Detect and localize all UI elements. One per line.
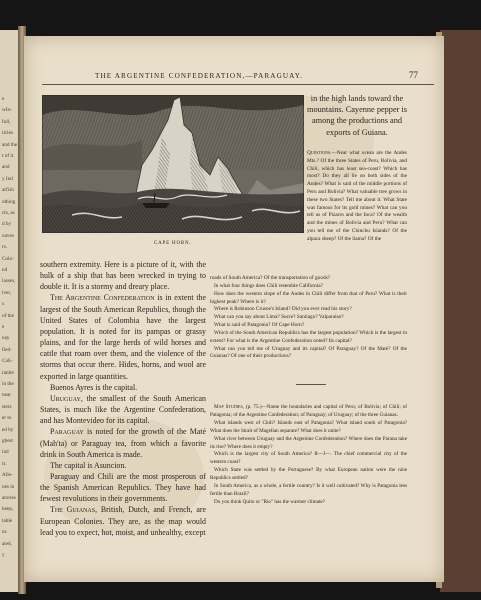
map-studies-heading: Map Studies, (214, 404, 245, 410)
facing-page-fragment: cts, as (2, 210, 15, 216)
facing-page-fragment: gbest (2, 438, 13, 444)
facing-page-fragment: Colo- (2, 255, 14, 262)
facing-page-fragment: rs. (2, 244, 8, 251)
facing-page-fragment: oaves (2, 232, 14, 239)
facing-page-fragment: table (2, 517, 13, 524)
question-line: What is said of Patagonia? Of Cape Horn? (214, 322, 305, 329)
facing-page-fragment: nd (2, 267, 8, 273)
paragraph-text: , the smallest of the South American States, is much like the Argentine Confederation, and has Montevideo for its capital. (40, 393, 206, 426)
facing-page-fragment: fied- (2, 346, 12, 353)
paragraph-text: The capital is Asuncion. (50, 460, 127, 470)
paragraph-lead: The Guianas (50, 505, 96, 515)
facing-page-fragment: full, (2, 118, 11, 125)
facing-page-fragment: heep, (2, 506, 14, 513)
map-studies-text: (p. 75.)—Name the boundaries and capital of Peru; of Bolivia; of Chili; of Patagonia; of the Argentine Confederation; of Paraguay; of Uruguay; of the three Guianas. (210, 404, 408, 418)
paragraph-text: Paraguay and Chili are the most prosperous of the Spanish American Republics. They have had fewest revolutions in their governments. (40, 471, 206, 504)
facing-page-fragment: s (2, 301, 5, 308)
map-studies-text: What islands west of Chili? Islands east of Patagonia? What island south of Patagonia? What does the Strait of Magellan separate? What does it unite? (210, 419, 407, 434)
book-cover-edge (440, 30, 481, 592)
facing-page-fragment: ated, (2, 540, 12, 547)
question-line: How does the western slope of the Andes in Chili differ from that of Peru? What is their highest peak? Where is it? (210, 290, 407, 305)
facing-page-fragment: in the (2, 381, 14, 387)
facing-page-fragment: y Ind (2, 175, 13, 182)
facing-page-fragment: nay (2, 335, 10, 342)
running-title: THE ARGENTINE CONFEDERATION,—PARAGUAY. (95, 72, 304, 80)
facing-page-fragment: ind (2, 449, 9, 456)
map-studies-text: Do you think Quito or "Rio" has the warmer climate? (214, 498, 325, 505)
facing-page-fragment: wIn- (2, 107, 12, 114)
facing-page-fragment: sters (2, 403, 12, 410)
header-rule (42, 84, 434, 85)
facing-page-fragment: t of it. (2, 153, 15, 159)
facing-page-fragment: e (2, 96, 5, 102)
facing-page-fragment: d by (2, 221, 12, 228)
lower-questions (210, 275, 407, 361)
paragraph-lead: The Argentine Confederation (50, 293, 155, 303)
facing-page-fragment: Alle- (2, 472, 13, 479)
facing-page-fragment: ed by (2, 426, 14, 433)
shipwreck-hulk (142, 203, 170, 208)
map-studies-text: In South America, as a whole, a fertile country? Is it well cultivated? Why is Patagonia less fertile than Brazil? (210, 483, 407, 497)
facing-page-fragment: nes in (2, 483, 15, 490)
question-line: roads of South America? Of the transportation of goods? (210, 275, 331, 281)
question-line: What can you say about Lima? Sucre? Santiago? Valparaiso? (214, 314, 344, 321)
paragraph-text: is noted for the growth of the Maté (Mah'ta) or Paraguay tea, from which a favorite drink in South America is made. (40, 427, 206, 459)
illustration-caption: CAPE HORN. (154, 241, 192, 246)
map-studies-text: Which State was settled by the Portuguese? By what European nation were the nine Republics settled? (210, 467, 407, 482)
section-divider (296, 384, 326, 385)
facing-page-fragment: neat (2, 392, 11, 399)
map-studies-text: What river between Uruguay and the Argentine Confederation? Where does the Parana take its rise? Where does it empty? (210, 435, 407, 450)
facing-page-fragment: Cali- (2, 358, 13, 365)
paragraph-text: southern extremity. Here is a picture of it, with the hulk of a ship that has been wrecked in trying to double it. It is a stormy and dreary place. (40, 260, 206, 292)
facing-page-fragment: ticles (2, 130, 13, 137)
facing-page-fragment: and (2, 164, 10, 171)
question-line: What can you tell me of Uruguay and its capital? Of Paraguay? Of the Maté? Of the Guianas? Of one of their productions? (210, 345, 407, 360)
questions-right-column (307, 150, 407, 244)
paragraph-text: , British, Dutch, and French, are European Colonies. They are, as the map would lead you to expect, hot, moist, and unhealthy, except (40, 505, 206, 537)
facing-page-fragment: of the (2, 312, 14, 319)
map-studies (210, 404, 407, 507)
questions-text: —Near what ocean are the Andes Mts.? Of the three States of Peru, Bolivia, and Chili, which has least sea-coast? Which has most? Do they all lie on both sides of the Andes? What is said of the middle portions of Peru and Bolivia? What valuable tree grows in these two States? Tell me about it. What State was famous for its gold mines? What can you tell us of Pizarro and the Inca? Of the wealth and the mines of Bolivia and Peru? What can you tell me of the Chinchu Islands? Of the alpaca sheep? Of the llama? Of the (307, 150, 407, 242)
questions-heading: Questions. (307, 150, 332, 156)
intro-text-right: in the high lands toward the mountains. Cayenne pepper is among the productions and exports of Guiana. (307, 94, 408, 137)
facing-page-fragment: arfish (2, 187, 14, 194)
map-studies-text: Which is the largest city of South America? R—J—. The chief commercial city of the western coast? (210, 451, 407, 466)
paragraph-lead: Uruguay (50, 393, 81, 403)
facing-page-fragment: ranite (2, 369, 14, 376)
facing-page-fragment: rt. (2, 460, 7, 467)
facing-page-fragment: y (2, 552, 5, 558)
facing-page-fragment: lasses, (2, 278, 16, 285)
facing-page-fragment: othing (2, 198, 16, 205)
facing-page-fragment: and the (2, 141, 18, 148)
paragraph-lead: Paraguay (50, 427, 84, 437)
main-text-column (40, 259, 206, 538)
cape-horn-engraving (42, 95, 304, 233)
facing-page-fragment: e (2, 324, 5, 330)
facing-page-fragment: atories (2, 495, 16, 501)
facing-page-fragment: ns (2, 529, 7, 536)
question-line: In what four things does Chili resemble California? (214, 282, 324, 289)
paragraph-text: is in extent the largest of the South American Republics, though the United States of Colombia have the largest population. It is noted for its pampas or grassy plains, and for the large herds of wild horses and cattle that roam over them, and the violence of the storms that occur there. Hides, horns, and wool are exported in large quantities. (40, 293, 206, 381)
facing-page-fragment: er to (2, 415, 12, 422)
facing-page-fragment: lver, (2, 289, 12, 296)
question-line: Where is Robinson Crusoe's Island? Did you ever read his story? (214, 306, 352, 313)
page-number: 77 (409, 70, 418, 80)
paragraph-text: Buenos Ayres is the capital. (50, 382, 138, 392)
question-line: Which of the South American Republics has the largest population? Which is the largest in extent? For what is the Argentine Confederation noted? Its capital? (210, 329, 407, 344)
